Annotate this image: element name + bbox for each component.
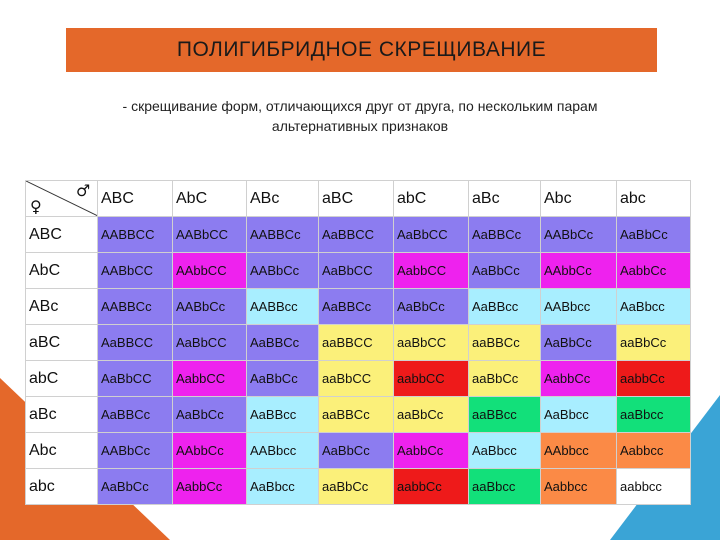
punnett-square bbox=[25, 180, 691, 505]
genotype-cell: AABbcc bbox=[247, 433, 319, 469]
genotype-cell: AaBbCc bbox=[98, 469, 173, 505]
row-header: AbC bbox=[26, 253, 98, 289]
genotype-cell: AABBCC bbox=[98, 217, 173, 253]
genotype-cell: Aabbcc bbox=[617, 433, 691, 469]
row-header: aBc bbox=[26, 397, 98, 433]
page-title: ПОЛИГИБРИДНОЕ СКРЕЩИВАНИЕ bbox=[176, 38, 547, 61]
row-header: abC bbox=[26, 361, 98, 397]
genotype-cell: AABbCC bbox=[98, 253, 173, 289]
row-header: abc bbox=[26, 469, 98, 505]
genotype-cell: aaBbCC bbox=[394, 325, 469, 361]
column-header: abC bbox=[394, 181, 469, 217]
genotype-cell: aaBbCc bbox=[617, 325, 691, 361]
genotype-cell: AaBbCC bbox=[98, 361, 173, 397]
table-row bbox=[26, 289, 691, 325]
genotype-cell: AAbbCc bbox=[541, 253, 617, 289]
genotype-cell: AaBbCC bbox=[173, 325, 247, 361]
genotype-cell: AabbCC bbox=[394, 253, 469, 289]
genotype-cell: AaBbCc bbox=[319, 433, 394, 469]
genotype-cell: AaBBCC bbox=[98, 325, 173, 361]
genotype-cell: AaBBCc bbox=[247, 325, 319, 361]
row-header: ABC bbox=[26, 217, 98, 253]
diagonal-divider bbox=[26, 181, 98, 216]
genotype-cell: aabbcc bbox=[617, 469, 691, 505]
table-row bbox=[26, 253, 691, 289]
column-header: ABC bbox=[98, 181, 173, 217]
genotype-cell: aaBbCC bbox=[319, 361, 394, 397]
table-row bbox=[26, 469, 691, 505]
title-banner bbox=[66, 28, 657, 72]
genotype-cell: aabbCc bbox=[394, 469, 469, 505]
genotype-cell: AAbbCc bbox=[173, 433, 247, 469]
genotype-cell: AABbCC bbox=[173, 217, 247, 253]
row-header: aBC bbox=[26, 325, 98, 361]
subtitle-line-2: альтернативных признаков bbox=[271, 118, 449, 134]
genotype-cell: AaBbcc bbox=[541, 397, 617, 433]
genotype-cell: aaBbCc bbox=[469, 361, 541, 397]
genotype-cell: AaBbCc bbox=[541, 325, 617, 361]
genotype-cell: aaBbcc bbox=[617, 397, 691, 433]
genotype-cell: AaBBcc bbox=[469, 289, 541, 325]
genotype-cell: AaBbcc bbox=[469, 433, 541, 469]
genotype-cell: AaBbCc bbox=[617, 217, 691, 253]
genotype-cell: AABbCc bbox=[98, 433, 173, 469]
genotype-cell: aaBbCc bbox=[394, 397, 469, 433]
genotype-cell: AaBbCC bbox=[319, 253, 394, 289]
genotype-cell: AaBBCc bbox=[319, 289, 394, 325]
genotype-cell: AAbbCC bbox=[173, 253, 247, 289]
table-row bbox=[26, 361, 691, 397]
genotype-cell: aaBbCc bbox=[319, 469, 394, 505]
genotype-cell: AAbbcc bbox=[541, 433, 617, 469]
genotype-cell: AABbCc bbox=[247, 253, 319, 289]
genotype-cell: aaBbcc bbox=[469, 469, 541, 505]
column-header: AbC bbox=[173, 181, 247, 217]
table-row bbox=[26, 433, 691, 469]
column-header: aBc bbox=[469, 181, 541, 217]
genotype-cell: AabbCc bbox=[617, 253, 691, 289]
genotype-cell: AaBbCc bbox=[247, 361, 319, 397]
genotype-cell: AabbCc bbox=[541, 361, 617, 397]
genotype-cell: AaBBCc bbox=[469, 217, 541, 253]
genotype-cell: AaBbcc bbox=[617, 289, 691, 325]
column-header: ABc bbox=[247, 181, 319, 217]
female-symbol-icon: ♀ bbox=[30, 197, 42, 216]
genotype-cell: AABbCc bbox=[541, 217, 617, 253]
header-row bbox=[26, 181, 691, 217]
genotype-cell: AaBbCc bbox=[173, 397, 247, 433]
genotype-cell: aabbCC bbox=[394, 361, 469, 397]
genotype-cell: AABbCc bbox=[173, 289, 247, 325]
genotype-cell: AaBbCc bbox=[394, 289, 469, 325]
genotype-cell: AABbcc bbox=[541, 289, 617, 325]
genotype-cell: AaBbCc bbox=[469, 253, 541, 289]
genotype-cell: aaBBcc bbox=[469, 397, 541, 433]
genotype-cell: AabbCc bbox=[394, 433, 469, 469]
genotype-cell: AABBcc bbox=[247, 289, 319, 325]
table-row bbox=[26, 325, 691, 361]
subtitle-line-1: - скрещивание форм, отличающихся друг от друга, по нескольким парам bbox=[122, 98, 598, 114]
row-header: ABc bbox=[26, 289, 98, 325]
table-row bbox=[26, 397, 691, 433]
column-header: Abc bbox=[541, 181, 617, 217]
corner-cell bbox=[26, 181, 98, 217]
genotype-cell: aaBBCc bbox=[469, 325, 541, 361]
genotype-cell: aaBBCC bbox=[319, 325, 394, 361]
row-header: Abc bbox=[26, 433, 98, 469]
genotype-cell: AABBCc bbox=[98, 289, 173, 325]
genotype-cell: aabbCc bbox=[617, 361, 691, 397]
column-header: aBC bbox=[319, 181, 394, 217]
genotype-cell: AaBbcc bbox=[247, 469, 319, 505]
subtitle bbox=[60, 96, 660, 136]
male-symbol-icon: ♂ bbox=[76, 181, 91, 200]
genotype-cell: AabbCC bbox=[173, 361, 247, 397]
genotype-cell: Aabbcc bbox=[541, 469, 617, 505]
genotype-cell: AABBCc bbox=[247, 217, 319, 253]
genotype-cell: aaBBCc bbox=[319, 397, 394, 433]
genotype-cell: AaBBCc bbox=[98, 397, 173, 433]
genotype-cell: AaBbCC bbox=[394, 217, 469, 253]
genotype-cell: AaBBcc bbox=[247, 397, 319, 433]
genotype-cell: AabbCc bbox=[173, 469, 247, 505]
column-header: abc bbox=[617, 181, 691, 217]
table-row bbox=[26, 217, 691, 253]
genotype-cell: AaBBCC bbox=[319, 217, 394, 253]
